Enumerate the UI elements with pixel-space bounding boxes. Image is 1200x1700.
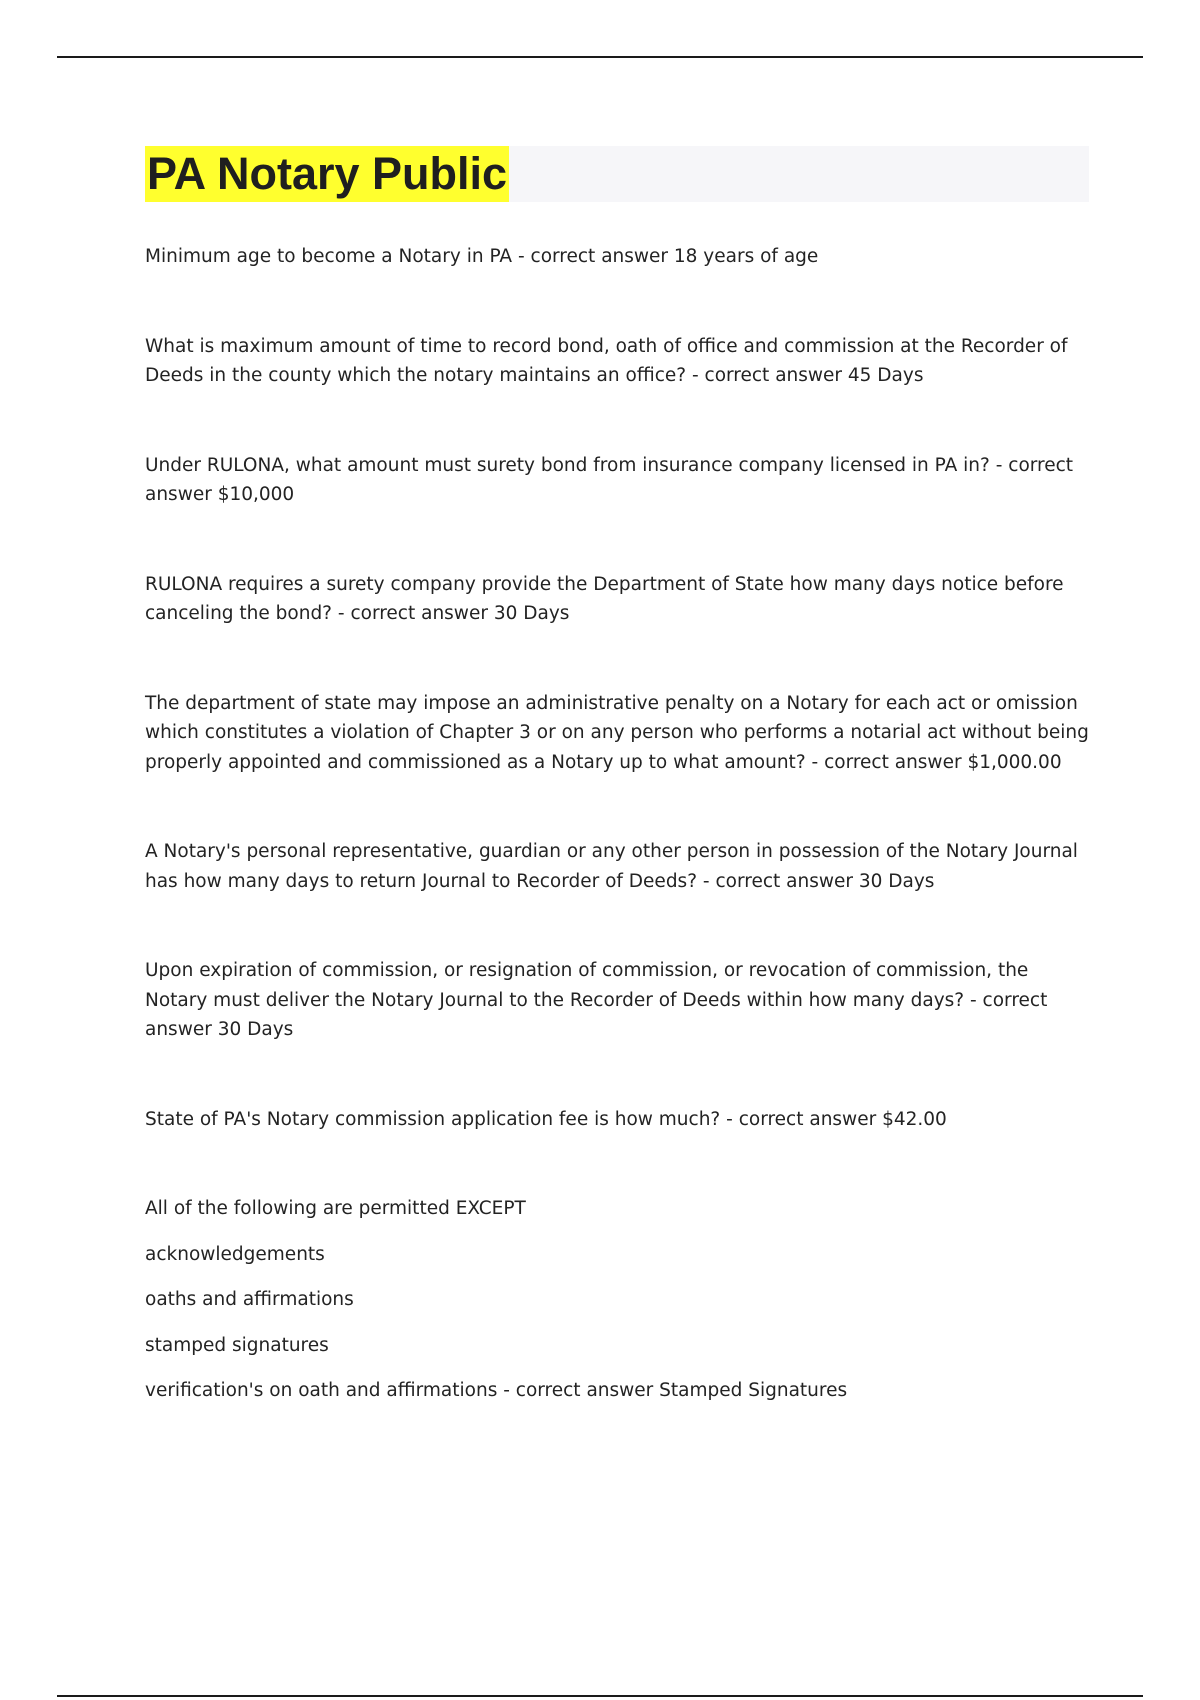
multiple-choice-item bbox=[145, 1194, 1090, 1406]
qa-text bbox=[145, 837, 1090, 896]
qa-text bbox=[145, 242, 1090, 272]
answer-separator: - correct answer bbox=[686, 365, 848, 386]
qa-text bbox=[145, 451, 1090, 510]
answer-text: 30 Days bbox=[858, 870, 935, 892]
answer-separator: - correct answer bbox=[145, 454, 1074, 505]
answer-text: 45 Days bbox=[847, 365, 924, 386]
question-text: Minimum age to become a Notary in PA bbox=[145, 246, 513, 267]
question-text: A Notary's personal representative, guardian or any other person in possession of the Notary Journal has how many days to return Journal to Recorder of Deeds? bbox=[145, 841, 1078, 892]
option-item-with-answer bbox=[145, 1376, 1090, 1406]
qa-item bbox=[145, 570, 1090, 629]
answer-separator: - correct answer bbox=[497, 1380, 660, 1401]
answer-text: $42.00 bbox=[882, 1108, 947, 1130]
qa-item bbox=[145, 956, 1090, 1045]
answer-separator: - correct answer bbox=[512, 246, 674, 267]
option-item: stamped signatures bbox=[145, 1334, 329, 1356]
question-text: Under RULONA, what amount must surety bond from insurance company licensed in PA in? bbox=[145, 454, 990, 476]
qa-item bbox=[145, 332, 1090, 391]
qa-text bbox=[145, 956, 1090, 1045]
option-text: verification's on oath and affirmations bbox=[145, 1380, 498, 1401]
option-item: oaths and affirmations bbox=[145, 1289, 354, 1310]
answer-separator: - correct answer bbox=[332, 603, 494, 624]
question-text: What is maximum amount of time to record bond, oath of office and commission at the Recorder of Deeds in the county which the notary maintains an office? bbox=[145, 335, 1068, 386]
question-text: The department of state may impose an administrative penalty on a Notary for each act or omission which constitutes a violation of Chapter 3 or on any person who performs a notarial act without being properly appointed and commissioned as a Notary up to what amount? bbox=[145, 692, 1089, 773]
multiple-choice-prompt: All of the following are permitted EXCEPT bbox=[145, 1198, 526, 1219]
qa-text bbox=[145, 332, 1090, 391]
option-item: acknowledgements bbox=[145, 1243, 325, 1265]
qa-list bbox=[145, 242, 1090, 1422]
question-text: State of PA's Notary commission application fee is how much? bbox=[145, 1108, 721, 1130]
answer-text: 30 Days bbox=[493, 603, 570, 624]
question-text: RULONA requires a surety company provide the Department of State how many days notice before canceling the bond? bbox=[145, 573, 1064, 624]
qa-text bbox=[145, 570, 1090, 629]
qa-item bbox=[145, 242, 1090, 272]
top-rule bbox=[57, 56, 1143, 58]
question-text: Upon expiration of commission, or resignation of commission, or revocation of commission, the Notary must deliver the Notary Journal to the Recorder of Deeds within how many days? bbox=[145, 960, 1029, 1011]
answer-text: $10,000 bbox=[217, 484, 295, 505]
qa-text bbox=[145, 689, 1090, 778]
qa-text bbox=[145, 1105, 1090, 1135]
answer-text: $1,000.00 bbox=[967, 751, 1062, 773]
qa-item bbox=[145, 837, 1090, 896]
answer-separator: - correct answer bbox=[720, 1108, 883, 1130]
answer-separator: - correct answer bbox=[805, 751, 968, 773]
answer-separator: - correct answer bbox=[697, 870, 859, 892]
qa-item bbox=[145, 1105, 1090, 1135]
answer-text: 18 years of age bbox=[673, 246, 819, 267]
qa-item bbox=[145, 451, 1090, 510]
bottom-rule bbox=[57, 1695, 1143, 1697]
answer-separator: - correct answer bbox=[145, 989, 1048, 1040]
document-title: PA Notary Public bbox=[145, 146, 509, 202]
answer-text: Stamped Signatures bbox=[659, 1380, 848, 1401]
answer-text: 30 Days bbox=[217, 1019, 294, 1040]
qa-item bbox=[145, 689, 1090, 778]
